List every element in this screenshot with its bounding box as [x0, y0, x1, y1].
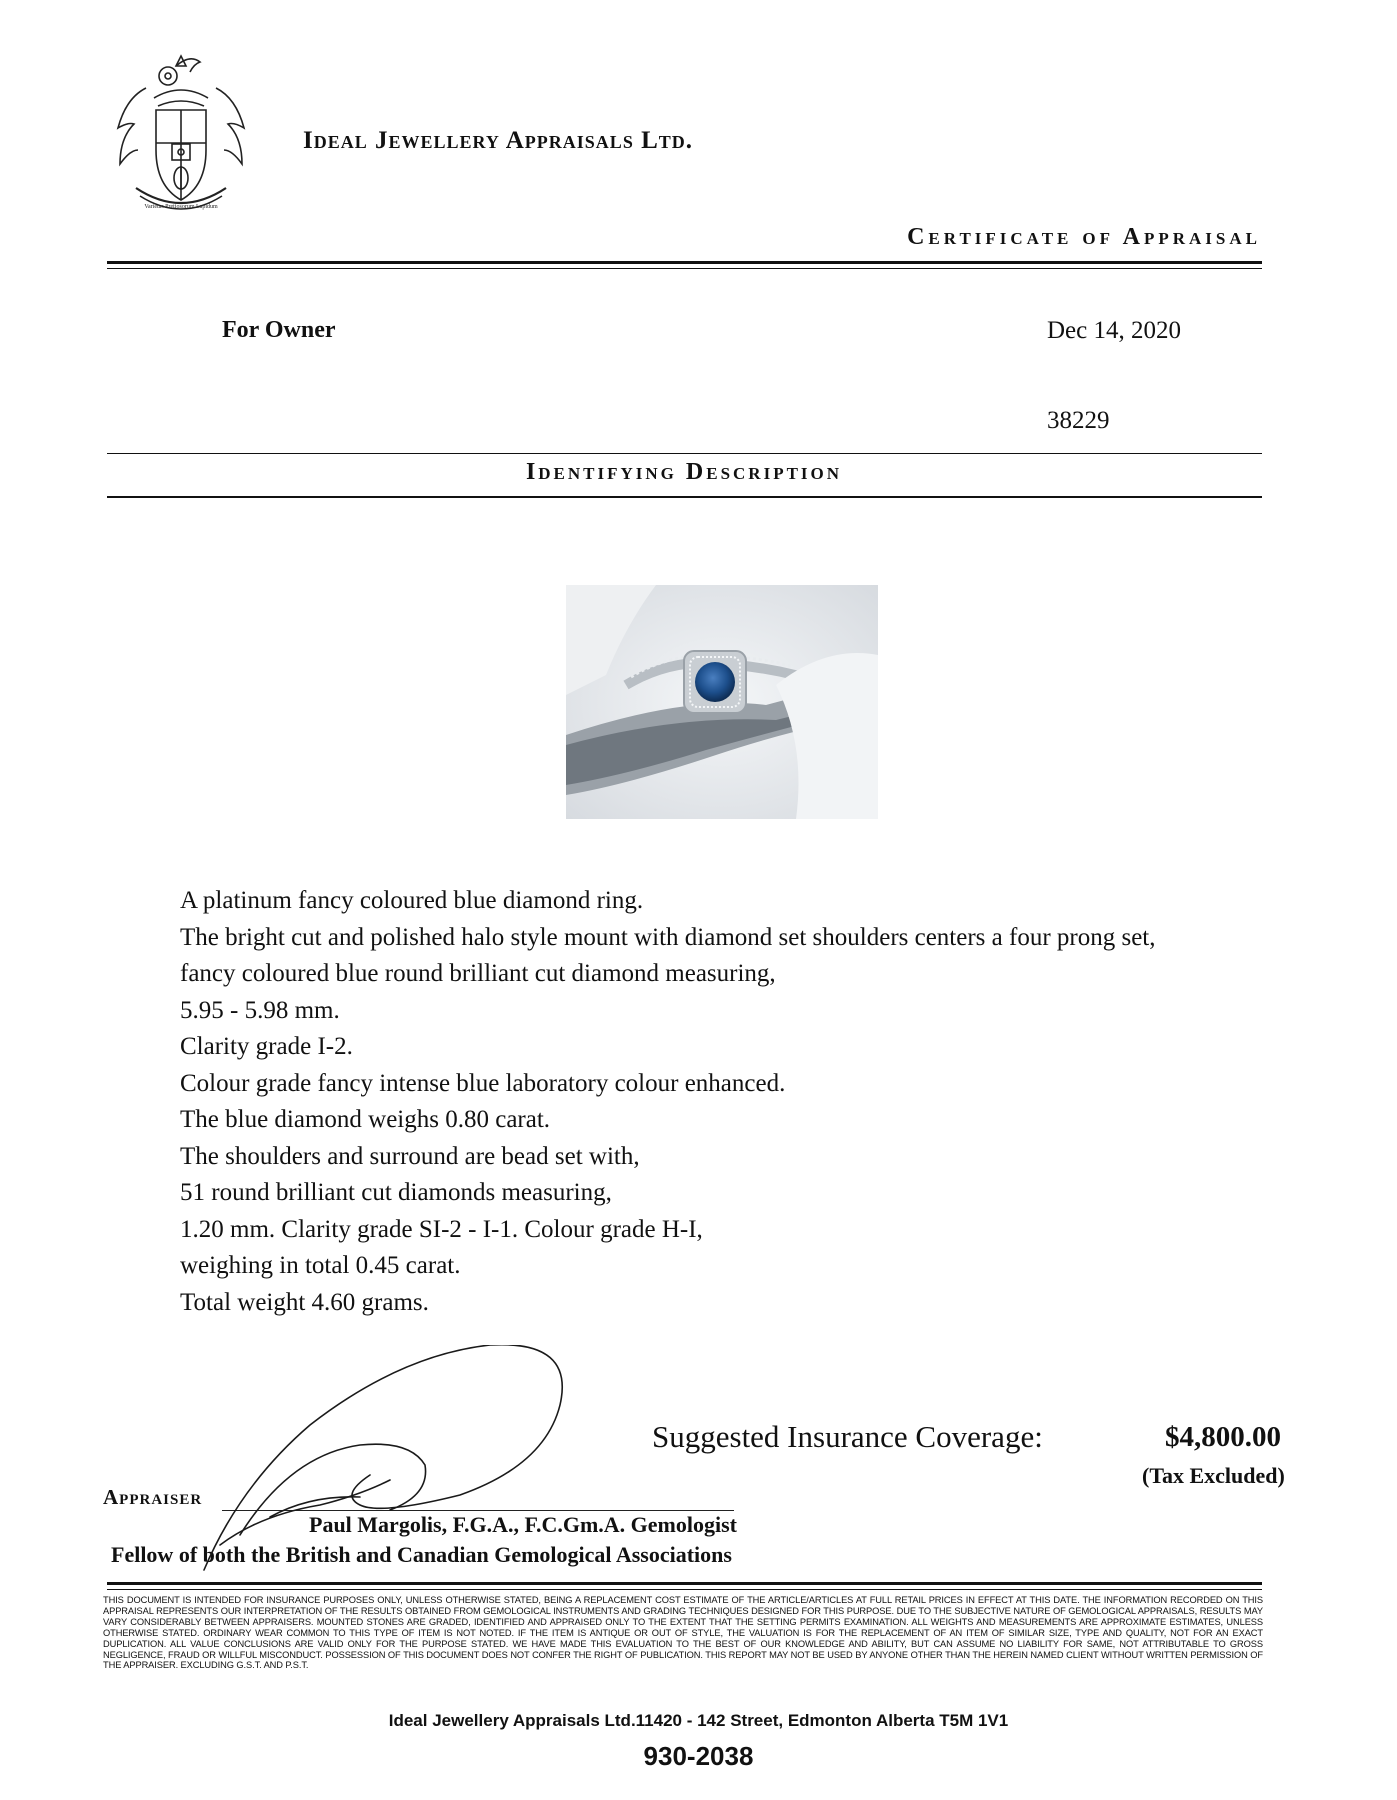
description-line: 51 round brilliant cut diamonds measuring,	[180, 1179, 612, 1206]
footer-rule-thin	[107, 1589, 1262, 1590]
section-rule-bottom	[107, 496, 1262, 498]
insurance-coverage-label: Suggested Insurance Coverage:	[652, 1419, 1043, 1454]
appraiser-label: Appraiser	[103, 1485, 203, 1509]
owner-label: For Owner	[222, 317, 336, 343]
handwritten-signature	[200, 1345, 580, 1575]
company-name: Ideal Jewellery Appraisals Ltd.	[303, 127, 694, 154]
insurance-coverage-value: $4,800.00	[1165, 1421, 1281, 1453]
section-title: Identifying Description	[525, 459, 843, 485]
tax-note: (Tax Excluded)	[1142, 1463, 1285, 1488]
company-crest-logo	[106, 48, 256, 223]
description-line: 5.95 - 5.98 mm.	[180, 996, 340, 1024]
ring-photo	[566, 585, 878, 819]
appraisal-date: Dec 14, 2020	[1047, 317, 1181, 344]
description-line: Clarity grade I-2.	[180, 1033, 353, 1060]
description-line: The bright cut and polished halo style mount with diamond set shoulders centers a four prong set,	[180, 923, 1156, 951]
item-description	[180, 883, 1310, 1321]
description-line: Colour grade fancy intense blue laboratory colour enhanced.	[180, 1069, 786, 1097]
footer-rule-thick	[107, 1582, 1262, 1585]
description-line: 1.20 mm. Clarity grade SI-2 - I-1. Colour grade H-I,	[180, 1215, 703, 1243]
description-line: weighing in total 0.45 carat.	[180, 1252, 461, 1279]
header-rule-thick	[107, 261, 1262, 264]
appraiser-association: Fellow of both the British and Canadian Gemological Associations	[111, 1542, 732, 1567]
header-rule-thin	[107, 268, 1262, 269]
company-address: Ideal Jewellery Appraisals Ltd.11420 - 142 Street, Edmonton Alberta T5M 1V1	[388, 1711, 1009, 1730]
description-line: fancy coloured blue round brilliant cut diamond measuring,	[180, 960, 776, 987]
appraiser-name: Paul Margolis, F.G.A., F.C.Gm.A. Gemologist	[309, 1512, 737, 1537]
description-line: The blue diamond weighs 0.80 carat.	[180, 1106, 551, 1133]
certificate-number: 38229	[1047, 407, 1110, 434]
section-rule-top	[107, 453, 1262, 454]
legal-disclaimer: THIS DOCUMENT IS INTENDED FOR INSURANCE PURPOSES ONLY, UNLESS OTHERWISE STATED, BEING A REPLACEMENT COST ESTIMATE OF THE ARTICLE/ARTICLES AT FULL RETAIL PRICES IN EFFECT AT THIS DATE. THE INFORMATION RECORDED ON THIS APPRAISAL REPRESENTS OUR INTERPRETATION OF THE RESULTS OBTAINED FROM GEMOLOGICAL INSTRUMENTS AND GRADING TECHNIQUES DESIGNED FOR THIS PURPOSE. DUE TO THE SUBJECTIVE NATURE OF GEMOLOGICAL APPRAISALS, RESULTS MAY VARY CONSIDERABLY BETWEEN APPRAISERS. MOUNTED STONES ARE GRADED, IDENTIFIED AND APPRAISED ONLY TO THE EXTENT THAT THE SETTING PERMITS EXAMINATION. ALL WEIGHTS AND MEASUREMENTS ARE APPROXIMATE ESTIMATES, UNLESS OTHERWISE STATED. ORDINARY WEAR COMMON TO THIS TYPE OF ITEM IS NOT NOTED. IF THE ITEM IS ANTIQUE OR OUT OF STYLE, THE VALUATION IS FOR THE REPLACEMENT OF AN ITEM OF SIMILAR SIZE, TYPE AND QUALITY, NOT FOR AN EXACT DUPLICATION. ALL VALUE CONCLUSIONS ARE VALID ONLY FOR THE PURPOSE STATED. WE HAVE MADE THIS EVALUATION TO THE BEST OF OUR KNOWLEDGE AND ABILITY, BUT CAN ASSUME NO LIABILITY FOR SAME, NOT ATTRIBUTABLE TO GROSS NEGLIGENCE, FRAUD OR WILLFUL MISCONDUCT. POSSESSION OF THIS DOCUMENT DOES NOT CONFER THE RIGHT OF PUBLICATION. THIS REPORT MAY NOT BE USED BY ANYONE OTHER THAN THE HEREIN NAMED CLIENT WITHOUT WRITTEN PERMISSION OF THE APPRAISER. EXCLUDING G.S.T. AND P.S.T.	[103, 1595, 1263, 1671]
description-line: The shoulders and surround are bead set with,	[180, 1142, 640, 1170]
description-line: A platinum fancy coloured blue diamond ring.	[180, 887, 644, 914]
certificate-title: Certificate of Appraisal	[907, 224, 1261, 250]
crest-motto-text: Varietas Pretiosorum Lapidum	[144, 204, 218, 210]
company-phone: 930-2038	[643, 1741, 754, 1771]
description-line: Total weight 4.60 grams.	[180, 1288, 429, 1316]
